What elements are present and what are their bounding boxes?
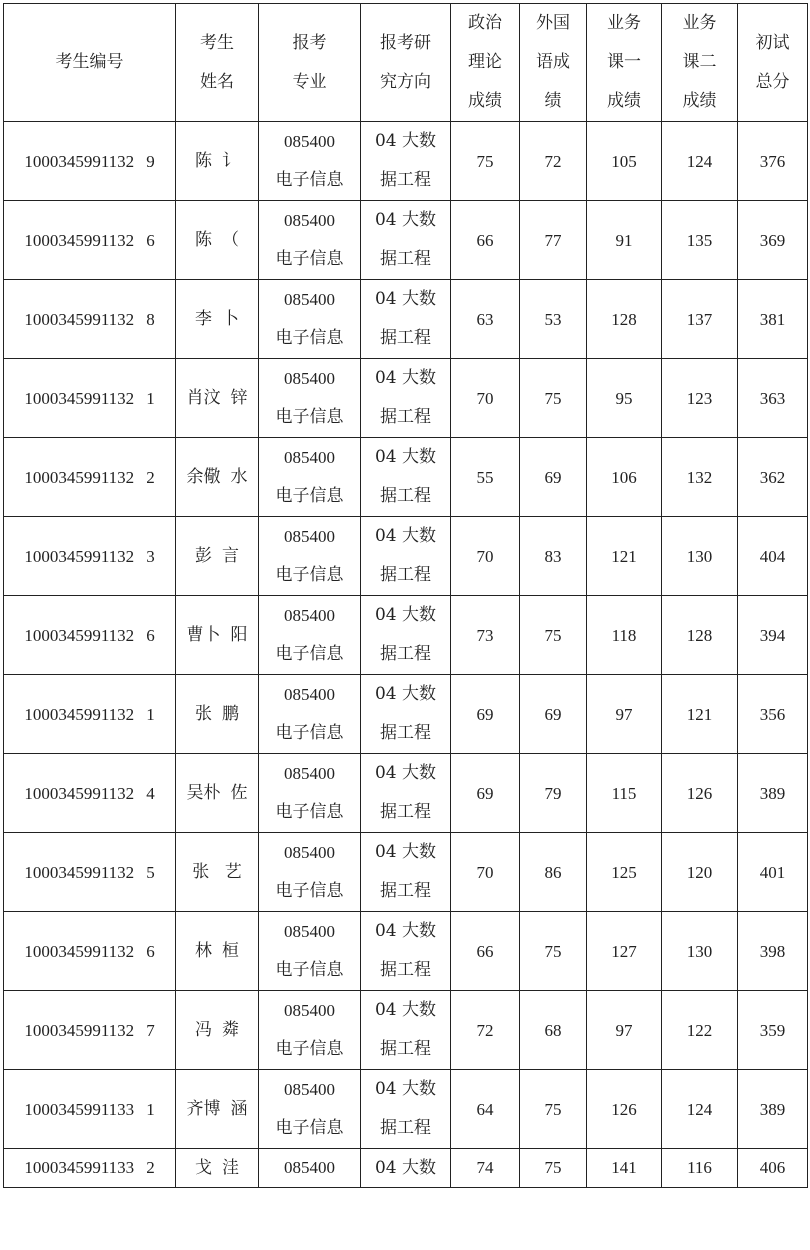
name-cell: 李 卜	[176, 280, 259, 359]
course1-score: 128	[587, 280, 662, 359]
name-cell: 肖汶 锌	[176, 359, 259, 438]
direction-cell: 04 大数 据工程	[361, 754, 451, 833]
table-row	[4, 675, 808, 754]
course2-score: 128	[662, 596, 738, 675]
major-cell: 085400	[259, 1149, 361, 1188]
name-cell: 彭 言	[176, 517, 259, 596]
table-row	[4, 122, 808, 201]
direction-cell: 04 大数 据工程	[361, 122, 451, 201]
name-cell: 陈 （	[176, 201, 259, 280]
col-total-header: 初试 总分	[738, 4, 808, 122]
language-score: 75	[520, 912, 587, 991]
course1-score: 141	[587, 1149, 662, 1188]
course2-score: 121	[662, 675, 738, 754]
name-cell: 冯 粦	[176, 991, 259, 1070]
major-cell: 085400 电子信息	[259, 754, 361, 833]
language-score: 77	[520, 201, 587, 280]
major-cell: 085400 电子信息	[259, 596, 361, 675]
course1-score: 97	[587, 675, 662, 754]
table-row	[4, 1149, 808, 1188]
direction-cell: 04 大数 据工程	[361, 201, 451, 280]
exam-id-cell: 1000345991133 1	[4, 1070, 176, 1149]
language-score: 75	[520, 1149, 587, 1188]
major-cell: 085400 电子信息	[259, 122, 361, 201]
direction-cell: 04 大数 据工程	[361, 280, 451, 359]
course2-score: 135	[662, 201, 738, 280]
course1-score: 115	[587, 754, 662, 833]
direction-cell: 04 大数	[361, 1149, 451, 1188]
course2-score: 124	[662, 1070, 738, 1149]
total-score: 363	[738, 359, 808, 438]
course1-score: 97	[587, 991, 662, 1070]
exam-id-cell: 1000345991132 6	[4, 596, 176, 675]
exam-id-cell: 1000345991132 2	[4, 438, 176, 517]
score-table	[3, 3, 808, 1188]
table-row	[4, 1070, 808, 1149]
course2-score: 124	[662, 122, 738, 201]
course2-score: 120	[662, 833, 738, 912]
table-row	[4, 912, 808, 991]
course1-score: 118	[587, 596, 662, 675]
major-cell: 085400 电子信息	[259, 438, 361, 517]
name-cell: 曹卜 阳	[176, 596, 259, 675]
total-score: 394	[738, 596, 808, 675]
table-row	[4, 517, 808, 596]
politics-score: 66	[451, 912, 520, 991]
major-cell: 085400 电子信息	[259, 991, 361, 1070]
col-direction-header: 报考研 究方向	[361, 4, 451, 122]
table-row	[4, 596, 808, 675]
table-header	[4, 4, 808, 122]
major-cell: 085400 电子信息	[259, 912, 361, 991]
direction-cell: 04 大数 据工程	[361, 1070, 451, 1149]
course1-score: 91	[587, 201, 662, 280]
exam-id-cell: 1000345991132 1	[4, 675, 176, 754]
politics-score: 69	[451, 754, 520, 833]
course1-score: 121	[587, 517, 662, 596]
table-row	[4, 438, 808, 517]
total-score: 389	[738, 754, 808, 833]
col-course2-header: 业务 课二 成绩	[662, 4, 738, 122]
language-score: 75	[520, 1070, 587, 1149]
exam-id-cell: 1000345991132 4	[4, 754, 176, 833]
exam-id-cell: 1000345991132 7	[4, 991, 176, 1070]
name-cell: 齐博 涵	[176, 1070, 259, 1149]
politics-score: 70	[451, 833, 520, 912]
major-cell: 085400 电子信息	[259, 517, 361, 596]
language-score: 69	[520, 675, 587, 754]
language-score: 68	[520, 991, 587, 1070]
total-score: 406	[738, 1149, 808, 1188]
course2-score: 130	[662, 912, 738, 991]
exam-id-cell: 1000345991132 6	[4, 201, 176, 280]
exam-id-cell: 1000345991132 3	[4, 517, 176, 596]
table-row	[4, 201, 808, 280]
exam-id-cell: 1000345991132 1	[4, 359, 176, 438]
politics-score: 70	[451, 517, 520, 596]
direction-cell: 04 大数 据工程	[361, 517, 451, 596]
direction-cell: 04 大数 据工程	[361, 675, 451, 754]
col-major-header: 报考 专业	[259, 4, 361, 122]
exam-id-cell: 1000345991132 5	[4, 833, 176, 912]
total-score: 362	[738, 438, 808, 517]
total-score: 359	[738, 991, 808, 1070]
politics-score: 63	[451, 280, 520, 359]
table-row	[4, 359, 808, 438]
language-score: 69	[520, 438, 587, 517]
course2-score: 116	[662, 1149, 738, 1188]
table-row	[4, 991, 808, 1070]
col-exam-id-header: 考生编号	[4, 4, 176, 122]
major-cell: 085400 电子信息	[259, 359, 361, 438]
course1-score: 125	[587, 833, 662, 912]
politics-score: 75	[451, 122, 520, 201]
course1-score: 127	[587, 912, 662, 991]
politics-score: 64	[451, 1070, 520, 1149]
name-cell: 张 艺	[176, 833, 259, 912]
politics-score: 69	[451, 675, 520, 754]
language-score: 83	[520, 517, 587, 596]
direction-cell: 04 大数 据工程	[361, 438, 451, 517]
major-cell: 085400 电子信息	[259, 201, 361, 280]
politics-score: 70	[451, 359, 520, 438]
course2-score: 126	[662, 754, 738, 833]
exam-id-cell: 1000345991132 8	[4, 280, 176, 359]
col-language-header: 外国 语成 绩	[520, 4, 587, 122]
course2-score: 130	[662, 517, 738, 596]
language-score: 75	[520, 359, 587, 438]
major-cell: 085400 电子信息	[259, 675, 361, 754]
total-score: 389	[738, 1070, 808, 1149]
politics-score: 66	[451, 201, 520, 280]
direction-cell: 04 大数 据工程	[361, 596, 451, 675]
col-politics-header: 政治 理论 成绩	[451, 4, 520, 122]
total-score: 404	[738, 517, 808, 596]
name-cell: 林 桓	[176, 912, 259, 991]
exam-id-cell: 1000345991132 6	[4, 912, 176, 991]
language-score: 79	[520, 754, 587, 833]
table-row	[4, 754, 808, 833]
total-score: 401	[738, 833, 808, 912]
exam-id-cell: 1000345991133 2	[4, 1149, 176, 1188]
total-score: 369	[738, 201, 808, 280]
course1-score: 95	[587, 359, 662, 438]
name-cell: 戈 洼	[176, 1149, 259, 1188]
col-course1-header: 业务 课一 成绩	[587, 4, 662, 122]
direction-cell: 04 大数 据工程	[361, 912, 451, 991]
name-cell: 吴朴 佐	[176, 754, 259, 833]
major-cell: 085400 电子信息	[259, 833, 361, 912]
politics-score: 74	[451, 1149, 520, 1188]
total-score: 356	[738, 675, 808, 754]
name-cell: 张 鹏	[176, 675, 259, 754]
direction-cell: 04 大数 据工程	[361, 359, 451, 438]
course2-score: 137	[662, 280, 738, 359]
language-score: 53	[520, 280, 587, 359]
course1-score: 126	[587, 1070, 662, 1149]
major-cell: 085400 电子信息	[259, 1070, 361, 1149]
course2-score: 123	[662, 359, 738, 438]
language-score: 75	[520, 596, 587, 675]
table-row	[4, 833, 808, 912]
course1-score: 105	[587, 122, 662, 201]
direction-cell: 04 大数 据工程	[361, 833, 451, 912]
name-cell: 余儆 水	[176, 438, 259, 517]
direction-cell: 04 大数 据工程	[361, 991, 451, 1070]
col-name-header: 考生 姓名	[176, 4, 259, 122]
politics-score: 72	[451, 991, 520, 1070]
course2-score: 122	[662, 991, 738, 1070]
language-score: 86	[520, 833, 587, 912]
politics-score: 73	[451, 596, 520, 675]
total-score: 381	[738, 280, 808, 359]
table-body	[4, 122, 808, 1188]
major-cell: 085400 电子信息	[259, 280, 361, 359]
politics-score: 55	[451, 438, 520, 517]
total-score: 376	[738, 122, 808, 201]
course1-score: 106	[587, 438, 662, 517]
table-row	[4, 280, 808, 359]
name-cell: 陈 讠	[176, 122, 259, 201]
course2-score: 132	[662, 438, 738, 517]
language-score: 72	[520, 122, 587, 201]
total-score: 398	[738, 912, 808, 991]
exam-id-cell: 1000345991132 9	[4, 122, 176, 201]
